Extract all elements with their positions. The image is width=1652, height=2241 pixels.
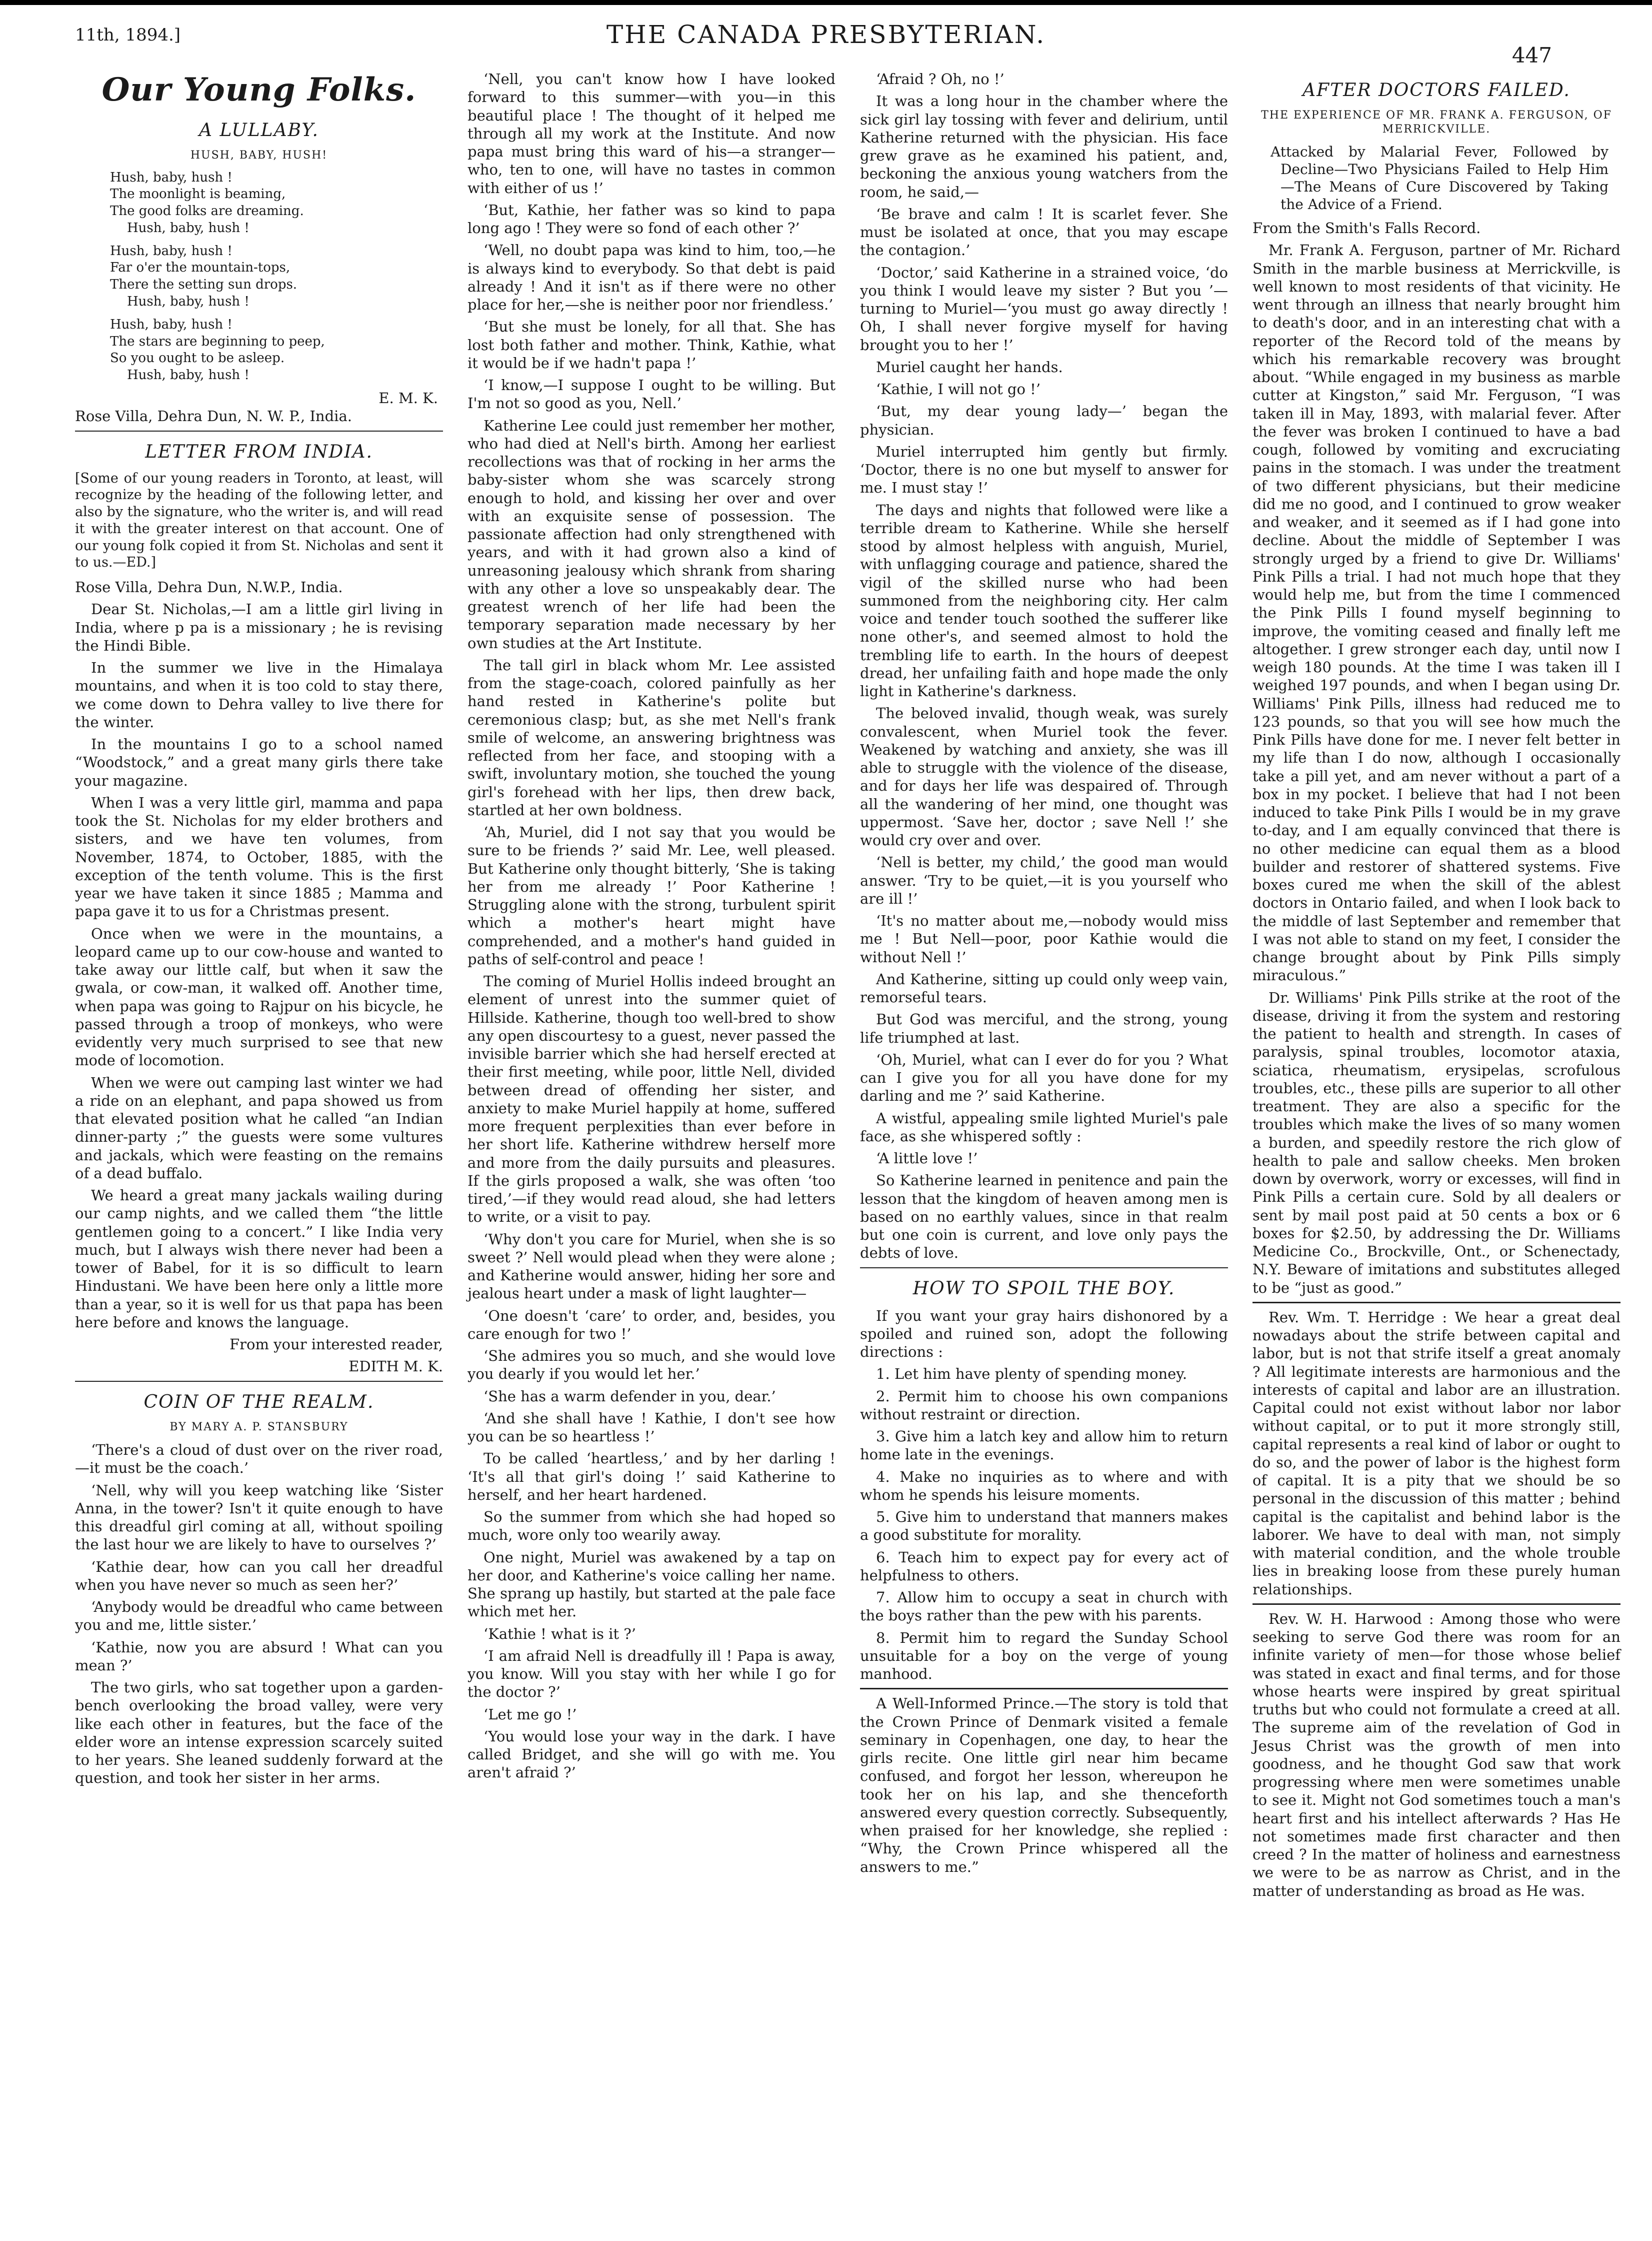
- story-paragraph: So Katherine learned in penitence and pain the lesson that the kingdom of heaven among men is based on no earthly values, since in that realm but one coin is current, and love only pays the debts of love.: [860, 1172, 1228, 1262]
- story-paragraph: ‘Ah, Muriel, did I not say that you would be sure to be friends ?’ said Mr. Lee, well pleased. But Katherine only thought bitterly, ‘She is taking her from me already !’ Poor Katherine ! Struggling alone with the strong, turbulent spirit which a mother's heart might have comprehended, and a mother's hand guided in paths of self-control and peace !: [468, 824, 836, 968]
- story-paragraph: ‘One doesn't ‘care’ to order, and, besides, you care enough for two !’: [468, 1307, 836, 1342]
- story-paragraph: ‘Nell is better, my child,’ the good man would answer. ‘Try to be quiet,—it is you yourself who are ill !’: [860, 854, 1228, 907]
- story-paragraph: The beloved invalid, though weak, was surely convalescent, when Muriel took the fever. Weakened by watching and anxiety, she was ill able to struggle with the violence of the disease, and for days her life was despaired of. Through all the wandering of her mind, one thought was uppermost. ‘Save her, doctor ; save Nell !’ she would cry over and over.: [860, 705, 1228, 849]
- coin-title: COIN OF THE REALM.: [144, 1391, 374, 1412]
- divider: [1252, 1302, 1620, 1303]
- story-paragraph: The tall girl in black whom Mr. Lee assisted from the stage-coach, colored painfully as her hand rested in Katherine's polite but ceremonious clasp; but, as she met Nell's frank smile of welcome, an answering brightness was reflected from her face, and stooping with a swift, involuntary motion, she touched the young girl's forehead with her lips, then drew back, startled at her own boldness.: [468, 656, 836, 819]
- ad-title: AFTER DOCTORS FAILED.: [1302, 80, 1570, 101]
- column-1: [75, 70, 443, 1791]
- story-paragraph: ‘Kathie ! what is it ?’: [484, 1625, 636, 1642]
- story-paragraph: The two girls, who sat together upon a garden-bench overlooking the broad valley, were very like each other in features, but the face of the elder wore an intense expression scarcely suited to her years. She leaned suddenly forward at the question, and took her sister in her arms.: [75, 1679, 443, 1787]
- story-paragraph: One night, Muriel was awakened by a tap on her door, and Katherine's voice calling her name. She sprang up hastily, but started at the pale face which met her.: [468, 1548, 836, 1620]
- list-item: 8. Permit him to regard the Sunday School unsuitable for a boy on the verge of young manhood.: [860, 1629, 1228, 1682]
- list-item: 7. Allow him to occupy a seat in church with the boys rather than the pew with his parents.: [860, 1589, 1228, 1624]
- herridge-paragraph: Rev. Wm. T. Herridge : We hear a great deal nowadays about the strife between capital and labor, but is not that strife itself a great anomaly ? All legitimate interests are harmonious and the interests of capital and labor are an illustration. Capital could not exist without labor nor labor without capital, or to put it more strongly still, capital represents a real kind of labor or ought to do so, and the power of labor is the highest form of capital. It is a pity that we should be so personal in the discussion of this matter ; behind capital is the capitalist and behind labor is the laborer. We have to deal with man, not simply with material condition, and the whole trouble lies in breaking loose from these purely human relationships.: [1252, 1308, 1620, 1598]
- header-date: 11th, 1894.]: [75, 25, 181, 45]
- editor-note: [Some of our young readers in Toronto, at least, will recognize by the heading of the following letter, and also by the signature, who the writer is, and will read it with the greater interest on that account. One of our young folk copied it from St. Nicholas and sent it to us.—ED.]: [75, 470, 443, 571]
- list-item: 1. Let him have plenty of spending money.: [876, 1365, 1188, 1383]
- lullaby-poem: [110, 170, 443, 385]
- story-paragraph: ‘Nell, you can't know how I have looked forward to this summer—with you—in this beautiful place ! The thought of it helped me through all my work at the Institute. And now papa must bring this ward of his—a stranger—who, ten to one, will have no tastes in common with either of us !’: [468, 71, 836, 197]
- top-border: [0, 0, 1652, 5]
- story-paragraph: ‘But, my dear young lady—’ began the physician.: [860, 403, 1228, 438]
- lullaby-subtitle: HUSH, BABY, HUSH!: [190, 149, 328, 162]
- story-paragraph: And Katherine, sitting up could only weep vain, remorseful tears.: [860, 970, 1228, 1006]
- letter-paragraph: In the summer we live in the Himalaya mountains, and when it is too cold to stay there, we come down to Dehra valley to live there for the winter.: [75, 659, 443, 731]
- story-paragraph: ‘Kathie, I will not go !’: [876, 381, 1041, 398]
- story-paragraph: ‘You would lose your way in the dark. I have called Bridget, and she will go with me. You aren't afraid ?’: [468, 1727, 836, 1781]
- ad-subtitle: THE EXPERIENCE OF MR. FRANK A. FERGUSON, OF MERRICKVILLE.: [1261, 109, 1612, 136]
- letter-signature: EDITH M. K.: [348, 1358, 443, 1375]
- poem-line: Hush, baby, hush !: [127, 368, 250, 383]
- letter-paragraph: When I was a very little girl, mamma and papa took the St. Nicholas for my elder brothers and sisters, and we have ten volumes, from November, 1874, to October, 1885, with the exception of the tenth volume. This is the first year we have taken it since 1885 ; Mamma and papa gave it to us for a Christmas present.: [75, 794, 443, 920]
- story-paragraph: So the summer from which she had hoped so much, wore only too wearily away.: [468, 1508, 836, 1544]
- story-paragraph: ‘Kathie, now you are absurd ! What can you mean ?’: [75, 1638, 443, 1674]
- spoil-title: HOW TO SPOIL THE BOY.: [912, 1278, 1176, 1299]
- poem-line: Far o'er the mountain-tops,: [110, 260, 290, 276]
- lullaby-title: A LULLABY.: [199, 120, 319, 141]
- story-paragraph: It was a long hour in the chamber where the sick girl lay tossing with fever and delirium, until Katherine returned with the physician. His face grew grave as he examined his patient, and, beckoning the anxious young watchers from the room, he said,—: [860, 93, 1228, 201]
- story-paragraph: A wistful, appealing smile lighted Muriel's pale face, as she whispered softly :: [860, 1109, 1228, 1145]
- list-item: 5. Give him to understand that manners makes a good substitute for morality.: [860, 1508, 1228, 1544]
- prince-paragraph: A Well-Informed Prince.—The story is told that the Crown Prince of Denmark visited a female seminary in Copenhagen, one day, to hear the girls recite. One little girl near him became confused, and forgot her lesson, whereupon he took her on his lap, and she thenceforth answered every question correctly. Subsequently, when praised for her knowledge, she replied : “Why, the Crown Prince whispered all the answers to me.”: [860, 1695, 1228, 1875]
- poem-line: Hush, baby, hush !: [127, 294, 250, 310]
- spoil-intro: If you want your gray hairs dishonored by a spoiled and ruined son, adopt the following directions :: [860, 1307, 1228, 1360]
- story-paragraph: ‘But, Kathie, her father was so kind to papa long ago ! They were so fond of each other ?’: [468, 201, 836, 237]
- poem-line: Hush, baby, hush !: [127, 220, 250, 236]
- letter-paragraph: When we were out camping last winter we had a ride on an elephant, and papa showed us from that elevated position what he called “an Indian dinner-party ;” the guests were some vultures and jackals, which were feasting on the remains of a dead buffalo.: [75, 1074, 443, 1182]
- list-item: 6. Teach him to expect pay for every act of helpfulness to others.: [860, 1548, 1228, 1584]
- masthead-title: THE CANADA PRESBYTERIAN.: [606, 20, 1046, 49]
- letter-place: Rose Villa, Dehra Dun, N.W.P., India.: [75, 579, 343, 596]
- story-paragraph: To be called ‘heartless,’ and by her darling ! ‘It's all that girl's doing !’ said Katherine to herself, and her heart hardened.: [468, 1450, 836, 1503]
- spoil-list: [860, 1365, 1228, 1683]
- story-paragraph: ‘There's a cloud of dust over on the river road,—it must be the coach.’: [75, 1441, 443, 1477]
- ad-paragraph: Mr. Frank A. Ferguson, partner of Mr. Richard Smith in the marble business at Merrickville, is well known to most residents of that vicinity. He went through an illness that nearly brought him to death's door, and in an interesting chat with a reporter of the Record told of the means by which his remarkable recovery was brought about. “While engaged in my business as marble cutter at Kingston,” said Mr. Ferguson, “I was taken ill in May, 1893, with malarial fever. After the fever was broken I continued to have a bad cough, followed by vomiting and excruciating pains in the stomach. I was under the treatment of two different physicians, but their medicine did me no good, and I continued to grow weaker and weaker, and it seemed as if I had gone into decline. About the middle of September I was strongly urged by a friend to give Dr. Williams' Pink Pills a trial. I had not much hope that they would help me, but from the time I commenced the Pink Pills I found myself beginning to improve, the vomiting ceased and finally left me altogether. I grew stronger each day, until now I weigh 180 pounds. At the time I was taken ill I weighed 197 pounds, and when I began using Dr. Williams' Pink Pills, illness had reduced me to 123 pounds, so that you will see how much the Pink Pills have done for me. I never felt better in my life than I do now, although I occasionally take a pill yet, and am never without a part of a box in my pocket. I believe that had I not been induced to take Pink Pills I would be in my grave to-day, and I am equally convinced that there is no other medicine can equal them as a blood builder and restorer of shattered systems. Five boxes cured me when the skill of the ablest doctors in Ontario failed, and when I look back to the middle of last September and remember that I was not able to stand on my feet, I consider the change brought about by Pink Pills simply miraculous.”: [1252, 242, 1620, 984]
- story-paragraph: Muriel interrupted him gently but firmly. ‘Doctor, there is no one but myself to answer for me. I must stay !’: [860, 443, 1228, 497]
- story-paragraph: Muriel caught her hands.: [876, 358, 1063, 376]
- divider: [1252, 1603, 1620, 1605]
- poem-line: The stars are beginning to peep,: [110, 334, 325, 349]
- poem-line: Hush, baby, hush !: [110, 170, 232, 185]
- story-paragraph: ‘She admires you so much, and she would love you dearly if you would let her.’: [468, 1347, 836, 1383]
- story-paragraph: ‘And she shall have ! Kathie, I don't see how you can be so heartless !’: [468, 1409, 836, 1445]
- story-paragraph: ‘Well, no doubt papa was kind to him, too,—he is always kind to everybody. So that debt is paid already ! And it isn't as if there were no other place for her,—she is neither poor nor friendless.’: [468, 242, 836, 313]
- poem-line: So you ought to be asleep.: [110, 351, 285, 366]
- ad-summary: Attacked by Malarial Fever, Followed by Decline—Two Physicians Failed to Help Him—The Means of Cure Discovered by Taking the Advice of a Friend.: [1270, 144, 1608, 213]
- story-paragraph: ‘Let me go !’: [484, 1705, 577, 1723]
- column-2: [468, 70, 836, 1786]
- story-paragraph: The days and nights that followed were like a terrible dream to Katherine. While she herself stood by almost helpless with anguish, Muriel, with unflagging courage and patience, shared the vigil of the skilled nurse who had been summoned from the neighboring city. Her calm voice and tender touch soothed the sufferer like none other's, and seemed almost to hold the trembling life to earth. In the hours of deepest dread, her unfailing faith and hope made the only light in Katherine's darkness.: [860, 501, 1228, 700]
- poem-line: There the setting sun drops.: [110, 277, 298, 293]
- column-4: [1252, 70, 1620, 1904]
- letter-paragraph: In the mountains I go to a school named “Woodstock,” and a great many girls there take your magazine.: [75, 736, 443, 789]
- story-paragraph: ‘Oh, Muriel, what can I ever do for you ? What can I give you for all you have done for my darling and me ?’ said Katherine.: [860, 1051, 1228, 1105]
- poem-place: Rose Villa, Dehra Dun, N. W. P., India.: [75, 408, 352, 425]
- ad-source: From the Smith's Falls Record.: [1252, 220, 1481, 237]
- divider: [75, 431, 443, 432]
- page-header: [0, 20, 1652, 70]
- story-paragraph: But God was merciful, and the strong, young life triumphed at last.: [860, 1011, 1228, 1046]
- poem-line: The moonlight is beaming,: [110, 187, 286, 202]
- story-paragraph: ‘Afraid ? Oh, no !’: [876, 71, 1004, 88]
- letter-paragraph: Once when we were in the mountains, a leopard came up to our cow-house and wanted to take away our little calf, but when it saw the gwala, or cow-man, it walked off. Another time, when papa was going to Rajpur on his bicycle, he passed through a troop of monkeys, who were evidently very much surprised to see that new mode of locomotion.: [75, 925, 443, 1069]
- story-paragraph: ‘Why don't you care for Muriel, when she is so sweet ?’ Nell would plead when they were alone ; and Katherine would answer, hiding her sore and jealous heart under a mask of light laughter—: [468, 1230, 836, 1302]
- story-paragraph: Katherine Lee could just remember her mother, who had died at Nell's birth. Among her earliest recollections was that of rocking in her arms the baby-sister whom she was scarcely strong enough to hold, and kissing her over and over with an exquisite sense of possession. The passionate affection had only strengthened with years, and with it had grown also a kind of unreasoning jealousy which shrank from sharing with any other a love so unspeakably dear. The greatest wrench of her life had been the temporary separation made necessary by her own studies at the Art Institute.: [468, 417, 836, 652]
- poem-line: The good folks are dreaming.: [110, 204, 304, 219]
- story-paragraph: ‘It's no matter about me,—nobody would miss me ! But Nell—poor, poor Kathie would die without Nell !’: [860, 912, 1228, 966]
- harwood-paragraph: Rev. W. H. Harwood : Among those who were seeking to serve God there was room for an infinite variety of men—for those whose belief was stated in exact and final terms, and for those whose hearts were inspired by great spiritual truths but who could not formulate a creed at all. The supreme aim of the revelation of God in Jesus Christ was the growth of men into goodness, and he thought God saw that work progressing where men were sometimes unable to see it. Might not God sometimes touch a man's heart first and his intellect afterwards ? Has He not sometimes made first character and then creed ? In the matter of holiness and earnestness we were to be as narrow as Christ, and in the matter of understanding as broad as He was.: [1252, 1610, 1620, 1899]
- divider: [860, 1688, 1228, 1689]
- story-paragraph: The coming of Muriel Hollis indeed brought an element of unrest into the summer quiet of Hillside. Katherine, though too well-bred to show any open discourtesy to a guest, never passed the invisible barrier which she had herself erected at their first meeting, while poor, little Nell, divided between dread of offending her sister, and anxiety to make Muriel happily at home, suffered more frequent perplexities than ever before in her short life. Katherine withdrew herself more and more from the daily pursuits and pleasures. If the girls proposed a walk, she was often ‘too tired,’—if they would read aloud, she had letters to write, or a visit to pay.: [468, 973, 836, 1226]
- story-paragraph: ‘Kathie dear, how can you call her dreadful when you have never so much as seen her?’: [75, 1558, 443, 1593]
- story-paragraph: ‘I am afraid Nell is dreadfully ill ! Papa is away, you know. Will you stay with her while I go for the doctor ?’: [468, 1647, 836, 1701]
- letter-closing: From your interested reader,: [230, 1336, 443, 1353]
- letter-paragraph: Dear St. Nicholas,—I am a little girl living in India, where p pa is a missionary ; he is revising the Hindi Bible.: [75, 601, 443, 654]
- story-paragraph: ‘Be brave and calm ! It is scarlet fever. She must be isolated at once, that you may escape the contagion.’: [860, 205, 1228, 259]
- story-paragraph: ‘A little love !’: [876, 1150, 978, 1167]
- column-3: [860, 70, 1228, 1880]
- poem-line: Hush, baby, hush !: [110, 243, 232, 259]
- story-paragraph: ‘I know,—I suppose I ought to be willing. But I'm not so good as you, Nell.’: [468, 377, 836, 412]
- coin-byline: BY MARY A. P. STANSBURY: [170, 1420, 348, 1433]
- ad-paragraph: Dr. Williams' Pink Pills strike at the root of the disease, driving it from the system and restoring the patient to health and strength. In cases of paralysis, spinal troubles, locomotor ataxia, sciatica, rheumatism, erysipelas, scrofulous troubles, etc., these pills are superior to all other treatment. They are also a specific for the troubles which make the lives of so many women a burden, and speedily restore the rich glow of health to pale and sallow cheeks. Men broken down by overwork, worry or excesses, will find in Pink Pills a certain cure. Sold by all dealers or sent by mail post paid at 50 cents a box or 6 boxes for $2.50, by addressing the Dr. Williams Medicine Co., Brockville, Ont., or Schenectady, N.Y. Beware of imitations and substitutes alleged to be “just as good.”: [1252, 989, 1620, 1296]
- poem-line: Hush, baby, hush !: [110, 317, 232, 332]
- story-paragraph: ‘She has a warm defender in you, dear.’: [484, 1387, 776, 1405]
- section-title: Our Young Folks.: [102, 71, 416, 109]
- letter-title: LETTER FROM INDIA.: [145, 441, 373, 462]
- poem-signature: E. M. K.: [378, 390, 438, 407]
- list-item: 2. Permit him to choose his own companions without restraint or direction.: [860, 1387, 1228, 1423]
- story-paragraph: ‘Nell, why will you keep watching like ‘Sister Anna, in the tower? Isn't it quite enough to have this dreadful girl coming at all, without spoiling the last hour we are likely to have to ourselves ?’: [75, 1481, 443, 1553]
- divider: [75, 1381, 443, 1382]
- list-item: 4. Make no inquiries as to where and with whom he spends his leisure moments.: [860, 1468, 1228, 1503]
- letter-paragraph: We heard a great many jackals wailing during our camp nights, and we called them “the little gentlemen going to a concert.” I like India very much, but I always wish there never had been a tower of Babel, for it is so difficult to learn Hindustani. We have been here only a little more than a year, so it is well for us that papa has been here before and knows the language.: [75, 1187, 443, 1331]
- list-item: 3. Give him a latch key and allow him to return home late in the evenings.: [860, 1428, 1228, 1463]
- page-number: 447: [1512, 43, 1552, 68]
- story-paragraph: ‘Doctor,’ said Katherine in a strained voice, ‘do you think I would leave my sister ? But you ’—turning to Muriel—‘you must go away directly ! Oh, I shall never forgive myself for having brought you to her !’: [860, 264, 1228, 354]
- divider: [860, 1267, 1228, 1268]
- story-paragraph: ‘Anybody would be dreadful who came between you and me, little sister.’: [75, 1598, 443, 1634]
- story-paragraph: ‘But she must be lonely, for all that. She has lost both father and mother. Think, Kathie, what it would be if we hadn't papa !’: [468, 318, 836, 372]
